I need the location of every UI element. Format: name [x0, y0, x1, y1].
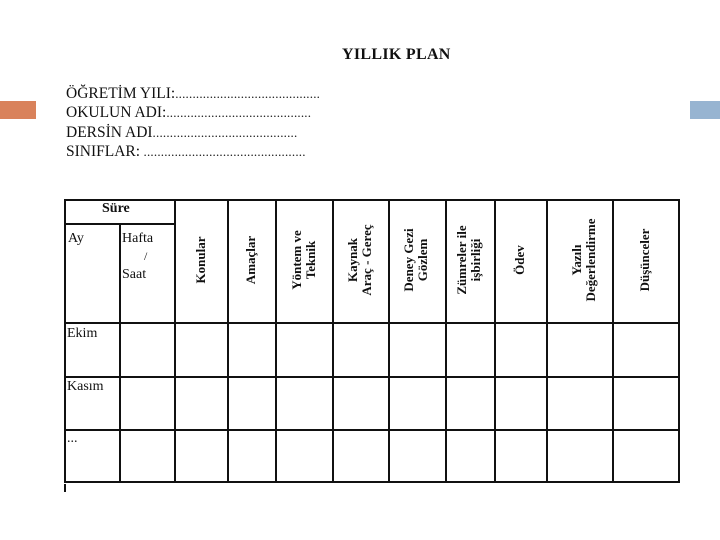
course-value: ..........................................	[152, 124, 298, 140]
col-header-yontem: Yöntem ve Teknik	[289, 230, 318, 290]
col-header-deney: Deney Gezi Gözlem	[401, 228, 430, 292]
right-accent-bar	[690, 101, 720, 119]
left-accent-bar	[0, 101, 36, 119]
col-divider-6	[445, 199, 447, 483]
table-border-bottom	[64, 481, 680, 483]
table-border-left	[64, 199, 66, 483]
col-header-yazili: Yazılı Değerlendirme	[569, 218, 598, 302]
col-divider-4	[332, 199, 334, 483]
row-label-more: ...	[67, 431, 78, 446]
row-label-kasim: Kasım	[67, 379, 104, 394]
col-divider-1	[174, 199, 176, 483]
col-header-zumreler: Zümreler ile işbirliği	[454, 225, 483, 295]
table-border-right	[678, 199, 680, 483]
class-value: ...............................................	[140, 143, 306, 159]
col-divider-8	[546, 199, 548, 483]
col-header-kaynak: Kaynak Araç - Gereç	[345, 224, 374, 296]
col-header-amaclar: Amaçlar	[243, 235, 258, 285]
col-divider-9	[612, 199, 614, 483]
row-label-ekim: Ekim	[67, 326, 98, 341]
ay-header: Ay	[68, 231, 84, 246]
row-line-1	[64, 376, 680, 378]
col-divider-2	[227, 199, 229, 483]
plan-table	[64, 199, 680, 483]
school-label: OKULUN ADI:	[66, 104, 167, 122]
class-line	[66, 142, 320, 161]
year-value: ..........................................	[175, 86, 321, 101]
school-value: ..........................................	[166, 105, 312, 121]
school-line	[66, 103, 320, 122]
table-border-top	[64, 199, 680, 201]
course-label: DERSİN ADI	[66, 123, 153, 141]
hafta-saat-slash: /	[144, 249, 148, 263]
table-bottom-tick	[64, 484, 66, 492]
col-header-konular: Konular	[193, 236, 208, 284]
class-label: SINIFLAR:	[66, 142, 141, 160]
course-line	[66, 123, 320, 142]
year-line	[66, 84, 320, 103]
ay-hafta-divider	[119, 223, 121, 483]
hafta-header: Hafta	[122, 231, 154, 246]
sure-header: Süre	[102, 201, 130, 216]
saat-header: Saat	[122, 267, 147, 282]
col-header-odev: Ödev	[512, 245, 527, 275]
col-divider-5	[388, 199, 390, 483]
info-block	[66, 84, 320, 161]
header-bottom-line	[64, 322, 680, 324]
col-divider-3	[275, 199, 277, 483]
page-title: YILLIK PLAN	[342, 46, 451, 63]
col-divider-7	[494, 199, 496, 483]
row-line-2	[64, 429, 680, 431]
year-label: ÖĞRETİM YILI:	[66, 85, 176, 102]
col-header-dusunceler: Düşünceler	[637, 228, 652, 292]
